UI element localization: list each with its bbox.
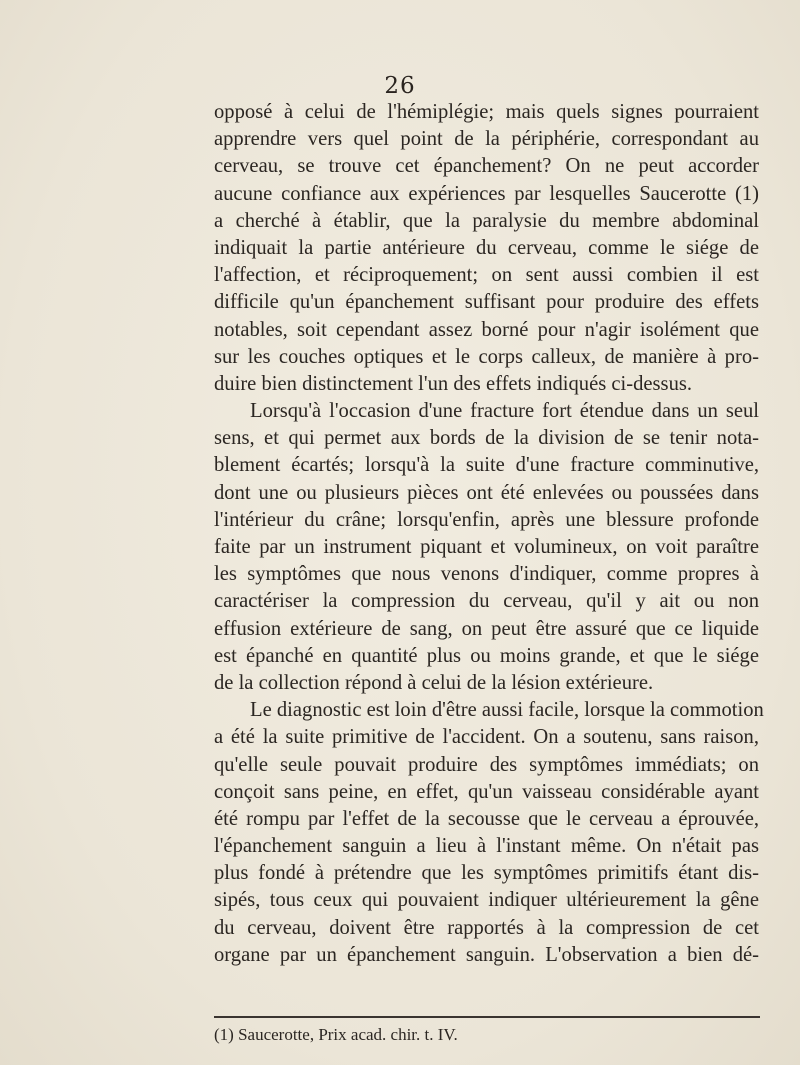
text-line: l'intérieur du crâne; lorsqu'enfin, après une blessure profonde [214, 508, 759, 531]
text-line: conçoit sans peine, en effet, qu'un vaisseau considérable ayant [214, 780, 759, 803]
text-line: apprendre vers quel point de la périphérie, correspondant au [214, 128, 759, 151]
body-text [214, 99, 764, 969]
text-line: effusion extérieure de sang, on peut être assuré que ce liquide [214, 617, 759, 640]
page-number: 26 [384, 73, 416, 99]
text-line: du cerveau, doivent être rapportés à la compression de cet [214, 916, 759, 939]
text-line: sens, et qui permet aux bords de la division de se tenir nota- [214, 427, 759, 450]
text-line: organe par un épanchement sanguin. L'observation a bien dé- [214, 943, 759, 966]
text-line: difficile qu'un épanchement suffisant pour produire des effets [214, 291, 759, 314]
text-line: faite par un instrument piquant et volumineux, on voit paraître [214, 536, 759, 558]
text-line: blement écartés; lorsqu'à la suite d'une fracture comminutive, [214, 454, 759, 477]
footnote-rule [214, 1016, 760, 1018]
text-line: l'affection, et réciproquement; on sent aussi combien il est [214, 264, 759, 287]
text-line: dont une ou plusieurs pièces ont été enlevées ou poussées dans [214, 481, 759, 504]
text-line: cerveau, se trouve cet épanchement? On ne peut accorder [214, 155, 759, 178]
text-line: de la collection répond à celui de la lésion extérieure. [214, 671, 654, 694]
paragraph-start-line: Lorsqu'à l'occasion d'une fracture fort étendue dans un seul [250, 400, 759, 423]
text-line: opposé à celui de l'hémiplégie; mais quels signes pourraient [214, 101, 759, 123]
text-line: indiquait la partie antérieure du cerveau, comme le siége de [214, 236, 759, 259]
text-line: été rompu par l'effet de la secousse que le cerveau a éprouvée, [214, 807, 759, 830]
text-line: aucune confiance aux expériences par lesquelles Saucerotte (1) [214, 182, 759, 205]
text-line: sipés, tous ceux qui pouvaient indiquer ultérieurement la gêne [214, 889, 759, 912]
text-line: notables, soit cependant assez borné pour n'agir isolément que [214, 318, 759, 341]
text-line: plus fondé à prétendre que les symptômes primitifs étant dis- [214, 862, 759, 885]
text-line: caractériser la compression du cerveau, qu'il y ait ou non [214, 590, 759, 613]
text-line: a été la suite primitive de l'accident. On a soutenu, sans raison, [214, 726, 759, 749]
text-line: l'épanchement sanguin a lieu à l'instant même. On n'était pas [214, 835, 759, 858]
text-line: qu'elle seule pouvait produire des symptômes immédiats; on [214, 753, 759, 776]
text-line: duire bien distinctement l'un des effets indiqués ci-dessus. [214, 372, 693, 395]
text-line: a cherché à établir, que la paralysie du membre abdominal [214, 209, 759, 232]
footnote: (1) Saucerotte, Prix acad. chir. t. IV. [214, 1025, 458, 1044]
text-line: les symptômes que nous venons d'indiquer, comme propres à [214, 563, 759, 586]
paragraph-start-line: Le diagnostic est loin d'être aussi facile, lorsque la commotion [250, 699, 764, 722]
text-line: sur les couches optiques et le corps calleux, de manière à pro- [214, 345, 759, 368]
text-line: est épanché en quantité plus ou moins grande, et que le siége [214, 644, 759, 667]
